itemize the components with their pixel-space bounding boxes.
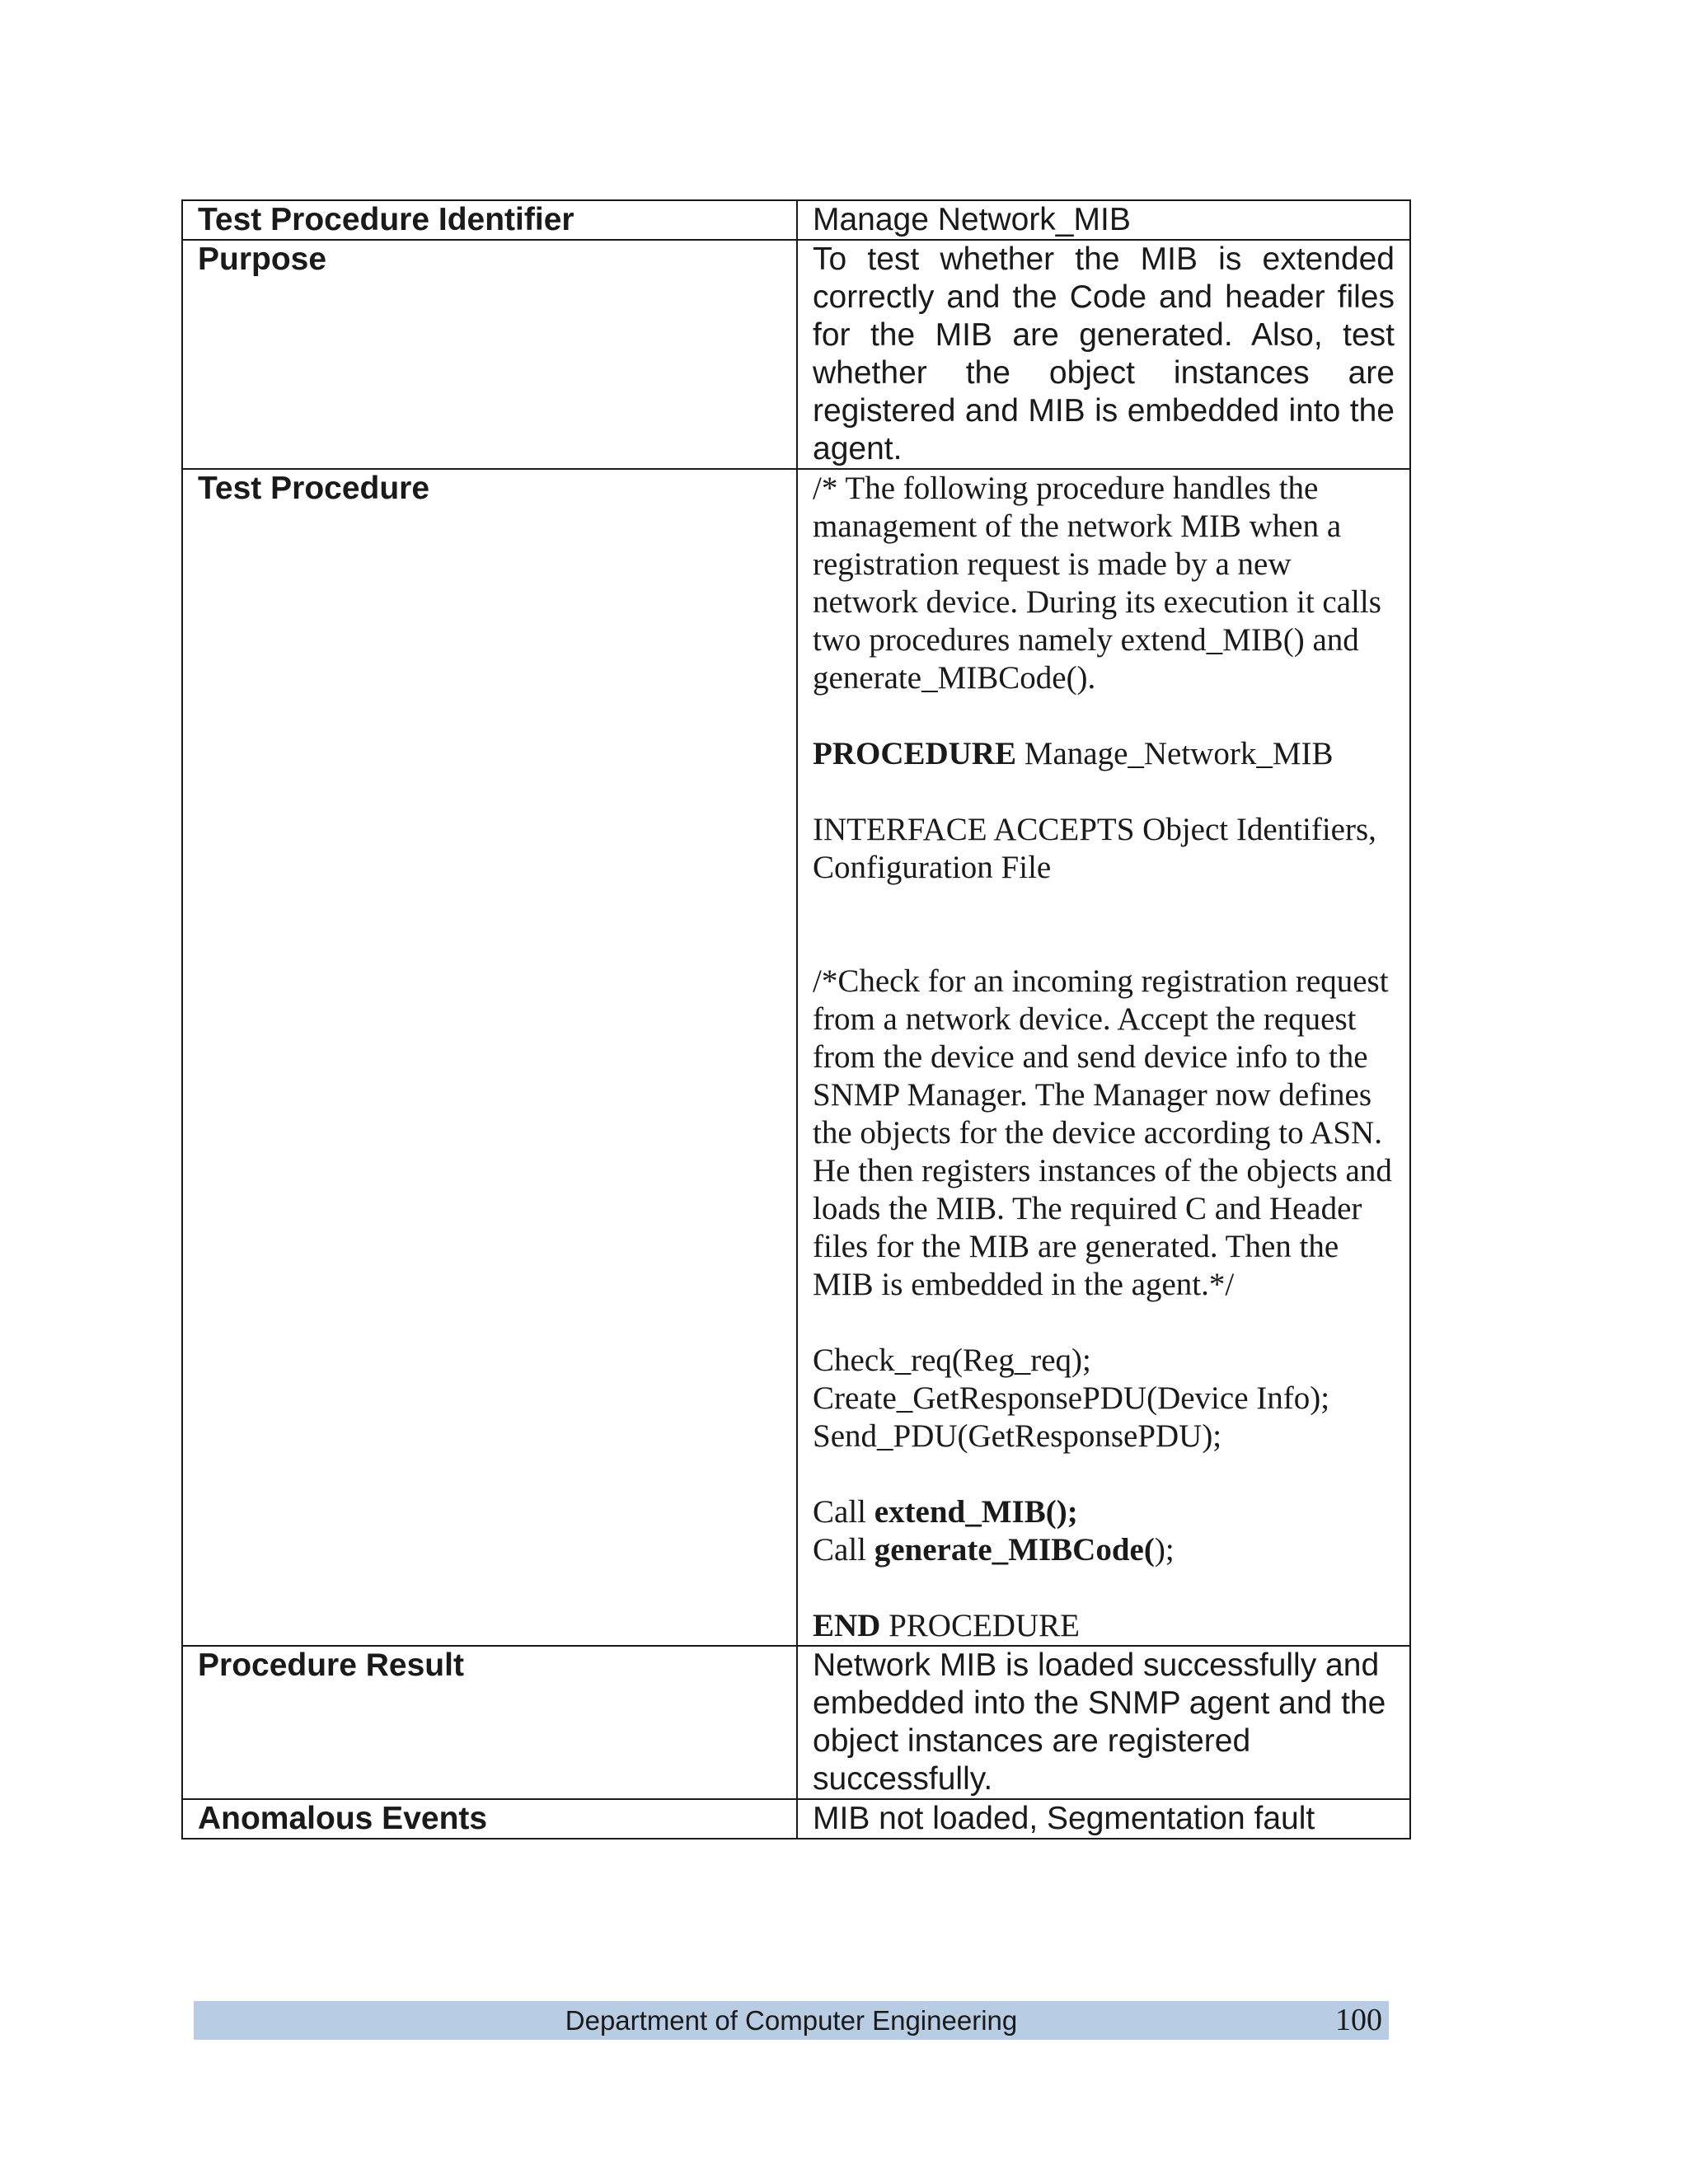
code-line: Create_GetResponsePDU(Device Info); [813,1380,1330,1416]
row-value: Manage Network_MIB [797,200,1410,240]
row-label: Anomalous Events [182,1799,797,1839]
procedure-end [813,1607,1395,1645]
procedure-intro: /* The following procedure handles the management of the network MIB when a registration request is made by a new network device. During its execution it calls two procedures namely extend_MIB() and generate_MIBCode(). [813,471,1381,696]
row-label: Test Procedure Identifier [182,200,797,240]
row-value: MIB not loaded, Segmentation fault [797,1799,1410,1839]
table-row [182,469,1410,1646]
procedure-keyword: PROCEDURE [813,736,1017,771]
table-row [182,240,1410,469]
code-line: Send_PDU(GetResponsePDU); [813,1418,1222,1454]
call-prefix: Call [813,1494,874,1530]
table-row [182,1799,1410,1839]
procedure-interface: INTERFACE ACCEPTS Object Identifiers, Configuration File [813,812,1376,885]
row-value: To test whether the MIB is extended correctly and the Code and header files for the MIB are generated. Also, test whether the object instances are registered and MIB is embedded into the agent. [797,240,1410,469]
call-extend-mib [813,1493,1395,1531]
call-generate-mibcode [813,1531,1395,1569]
procedure-header [813,735,1395,773]
row-value: Network MIB is loaded successfully and embedded into the SNMP agent and the object instances are registered successfully. [797,1646,1410,1799]
test-procedure-table [181,199,1411,1840]
table-row [182,1646,1410,1799]
end-keyword: END [813,1608,881,1643]
call-suffix: ); [1154,1532,1175,1568]
footer-department: Department of Computer Engineering [565,2005,1018,2036]
call-function-name: generate_MIBCode( [874,1532,1155,1568]
end-rest: PROCEDURE [880,1608,1080,1643]
page-number: 100 [1335,2003,1382,2037]
code-line: Check_req(Reg_req); [813,1343,1091,1378]
procedure-name: Manage_Network_MIB [1016,736,1334,771]
table-row [182,200,1410,240]
procedure-comment: /*Check for an incoming registration request from a network device. Accept the request from the device and send device info to the SNMP Manager. The Manager now defines the objects for the device according to ASN. He then registers instances of the objects and loads the MIB. The required C and Header files for the MIB are generated. Then the MIB is embedded in the agent.*/ [813,963,1392,1302]
call-function-name: extend_MIB(); [874,1494,1078,1530]
row-label: Purpose [182,240,797,469]
row-label: Procedure Result [182,1646,797,1799]
call-prefix: Call [813,1532,874,1568]
procedure-body [797,469,1410,1646]
page-footer [194,2001,1389,2040]
row-label: Test Procedure [182,469,797,1646]
